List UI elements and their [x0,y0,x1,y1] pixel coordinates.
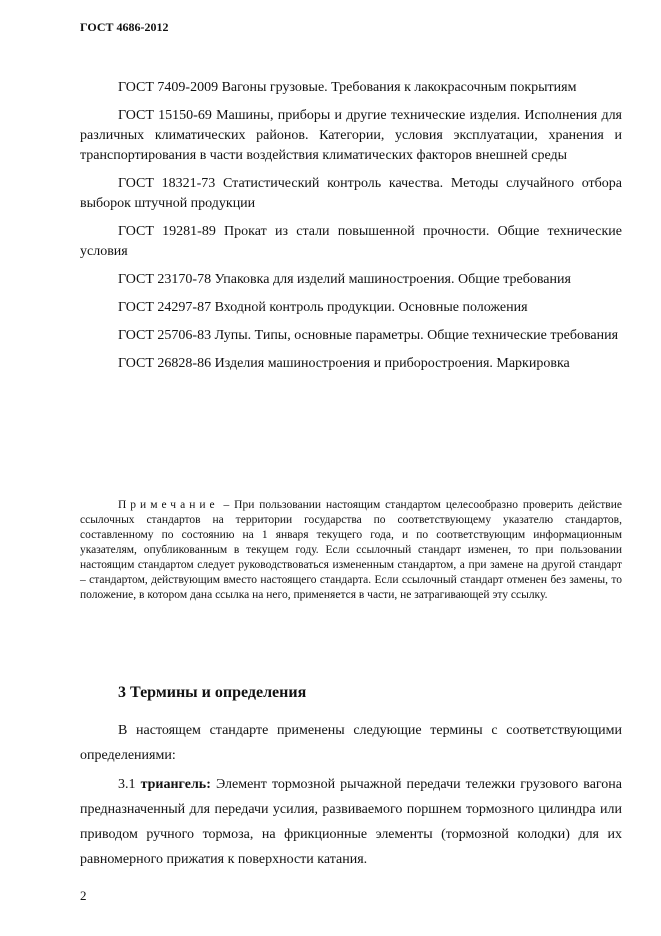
reference-item: ГОСТ 19281-89 Прокат из стали повышенной прочности. Общие технические условия [80,224,622,259]
reference-item: ГОСТ 18321-73 Статистический контроль качества. Методы случайного отбора выборок штучной продукции [80,176,622,211]
reference-item: ГОСТ 23170-78 Упаковка для изделий машиностроения. Общие требования [118,272,571,287]
terms-section [80,718,622,876]
reference-item: ГОСТ 25706-83 Лупы. Типы, основные параметры. Общие технические требования [118,328,619,343]
note-text: – При пользовании настоящим стандартом целесообразно проверить действие ссылочных стандартов на территории государства по соответствующему указателю стандартов, составленному по состоянию на 1 января текущего года, и по соответствующим информационным указателям, опубликованным в текущем году. Если ссылочный стандарт изменен, то при пользовании настоящим стандартом следует руководствоваться измененным стандартом, а при замене на другой стандарт – стандартом, действующим вместо настоящего стандарта. Если ссылочный стандарт отменен без замены, то положение, в котором дана ссылка на него, применяется в части, не затрагивающей эту ссылку. [80,499,622,601]
reference-item: ГОСТ 26828-86 Изделия машиностроения и приборостроения. Маркировка [118,356,570,371]
section-intro: В настоящем стандарте применены следующие термины с соответствующими определениями: [80,723,622,763]
section-title: 3 Термины и определения [118,684,307,701]
note-label: Примечание [118,499,219,511]
reference-item: ГОСТ 7409-2009 Вагоны грузовые. Требования к лакокрасочным покрытиям [118,80,577,95]
term-definition [80,772,622,872]
document-code-header: ГОСТ 4686-2012 [80,20,169,34]
page-number: 2 [80,888,87,903]
reference-item: ГОСТ 24297-87 Входной контроль продукции. Основные положения [118,300,528,315]
term-word: триангель: [140,777,211,792]
note-paragraph [80,498,622,603]
reference-item: ГОСТ 15150-69 Машины, приборы и другие технические изделия. Исполнения для различных климатических районов. Категории, условия эксплуатации, хранения и транспортирования в части воздействия климатических факторов внешней среды [80,108,622,163]
note-block [80,498,622,603]
term-definition-text: Элемент тормозной рычажной передачи тележки грузового вагона предназначенный для передачи усилия, развиваемого поршнем тормозного цилиндра или приводом ручного тормоза, на фрикционные элементы (тормозной колодки) для их равномерного прижатия к поверхности катания. [80,777,623,867]
term-number: 3.1 [118,777,141,792]
normative-references [80,78,622,382]
